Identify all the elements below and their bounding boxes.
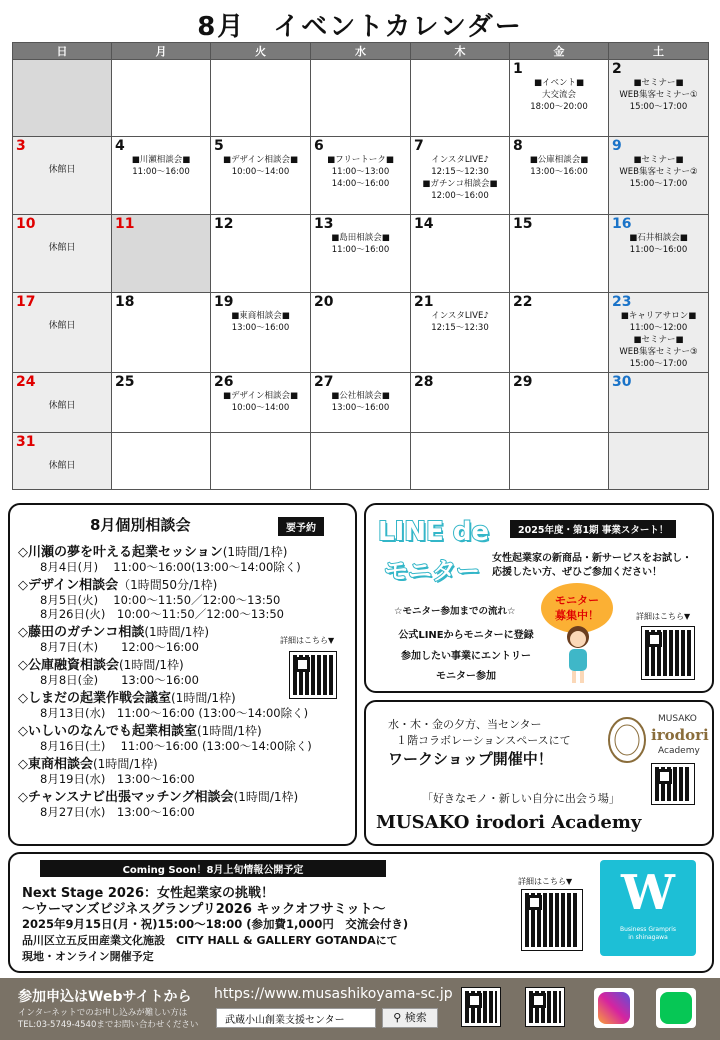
consultation-title: 8月個別相談会 xyxy=(90,516,191,534)
consultation-name: ◇公庫融資相談会 xyxy=(18,658,119,673)
day-23: 23 ■キャリアサロン■ 11:00～12:00 ■セミナー■ WEB集客セミナー③ 15:00～17:00 xyxy=(609,293,709,373)
day-events xyxy=(214,310,307,334)
day-events xyxy=(513,77,605,113)
weekday-mon: 月 xyxy=(112,43,211,60)
qr-label: 詳細はこちら▼ xyxy=(280,636,335,645)
consultation-date: 8月7日(木) 12:00～16:00 xyxy=(40,640,199,654)
event-line: ■ガチンコ相談会■ xyxy=(422,179,498,189)
event-date: 2025年9月15日(月・祝)15:00～18:00 (参加費1,000円 交流会付き) xyxy=(22,917,409,931)
event-venue: 品川区立五反田産業文化施設 CITY HALL & GALLERY GOTANDAにて xyxy=(22,934,398,947)
line-desc-2: 応援したい方、ぜひご参加ください！ xyxy=(492,567,662,578)
day-11: 11 xyxy=(112,215,211,293)
event-line: ■公社相談会■ xyxy=(331,391,390,401)
event-line: 12:00～16:00 xyxy=(431,191,489,201)
mascot-icon xyxy=(560,623,596,685)
event-line: ■東商相談会■ xyxy=(231,311,290,321)
day-8: 8 ■公庫相談会■ 13:00～16:00 xyxy=(510,137,609,215)
consultation-slot: (1時間/1枠) xyxy=(93,757,158,771)
site-url[interactable]: https://www.musashikoyama-sc.jp xyxy=(214,986,453,1002)
day-empty xyxy=(112,433,211,490)
event-calendar xyxy=(12,42,709,490)
event-line: WEB集客セミナー① xyxy=(619,90,698,100)
day-30: 30 xyxy=(609,373,709,433)
event-line: ■フリートーク■ xyxy=(327,155,394,165)
consultation-date: 8月13日(水) 11:00～16:00 (13:00～14:00除く) xyxy=(40,706,309,720)
event-line: 15:00～17:00 xyxy=(629,359,688,369)
day-7: 7 インスタLIVE♪ 12:15～12:30 ■ガチンコ相談会■ 12:00～16:00 xyxy=(411,137,510,215)
day-empty xyxy=(112,60,211,137)
consultation-item xyxy=(18,720,353,739)
consultation-slot: (1時間/1枠) xyxy=(144,625,210,639)
consultation-date: 8月16日(土) 11:00～16:00 (13:00～14:00除く) xyxy=(40,739,312,753)
day-events xyxy=(314,390,407,414)
workshop-headline: ワークショップ開催中！ xyxy=(388,750,553,768)
week-row xyxy=(13,373,709,433)
apply-sub-1: インターネットでのお申し込みが難しい方は xyxy=(18,1008,188,1018)
flow-step: 参加したい事業にエントリー xyxy=(401,651,531,662)
line-desc-1: 女性起業家の新商品・新サービスをお試し・ xyxy=(492,553,692,564)
consultation-slot: (1時間/1枠) xyxy=(119,658,184,672)
day-4: 4 ■川瀬相談会■ 11:00～16:00 xyxy=(112,137,211,215)
search-input[interactable] xyxy=(216,1008,376,1028)
event-line: ■デザイン相談会■ xyxy=(223,391,298,401)
season-badge: 2025年度・第1期 事業スタート！ xyxy=(510,520,676,538)
weekday-thu: 木 xyxy=(411,43,510,60)
consultation-name: ◇いしいのなんでも起業相談室 xyxy=(18,724,197,739)
search-button[interactable]: ⚲ 検索 xyxy=(382,1008,438,1028)
day-3: 3 休館日 xyxy=(13,137,112,215)
apply-text: 参加申込はWebサイトから xyxy=(18,989,192,1005)
day-events xyxy=(612,232,705,256)
closed-label: 休館日 xyxy=(48,401,76,411)
day-empty xyxy=(311,433,411,490)
event-line: WEB集客セミナー② xyxy=(619,167,698,177)
line-app-icon[interactable] xyxy=(656,988,696,1028)
weekday-wed: 水 xyxy=(311,43,411,60)
consultation-name: ◇藤田のガチンコ相談 xyxy=(18,625,145,640)
day-9: 9 ■セミナー■ WEB集客セミナー② 15:00～17:00 xyxy=(609,137,709,215)
event-line: ■セミナー■ xyxy=(633,78,684,88)
event-line: 大交流会 xyxy=(541,90,576,100)
flow-title: ☆モニター参加までの流れ☆ xyxy=(394,606,516,617)
week-row xyxy=(13,60,709,137)
instagram-icon[interactable] xyxy=(594,988,634,1028)
consultation-slot: (1時間/1枠) xyxy=(233,790,299,804)
event-line: 15:00～17:00 xyxy=(629,102,688,112)
day-events xyxy=(414,154,506,202)
day-12: 12 xyxy=(211,215,311,293)
event-line: ■石井相談会■ xyxy=(629,233,688,243)
qr-code-icon[interactable] xyxy=(526,988,564,1026)
week-row xyxy=(13,137,709,215)
weekday-sat: 土 xyxy=(609,43,709,60)
closed-label: 休館日 xyxy=(48,321,76,331)
irodori-line-1: 水・木・金の夕方、当センター xyxy=(388,718,542,731)
event-line: 11:00～12:00 xyxy=(629,323,688,333)
irodori-box xyxy=(364,700,714,846)
consultation-name: ◇デザイン相談会 xyxy=(18,578,119,593)
day-21: 21 インスタLIVE♪ 12:15～12:30 xyxy=(411,293,510,373)
day-26: 26 ■デザイン相談会■ 10:00～14:00 xyxy=(211,373,311,433)
event-title: Next Stage 2026：女性起業家の挑戦！ xyxy=(22,886,275,901)
weekday-sun: 日 xyxy=(13,43,112,60)
day-19: 19 ■東商相談会■ 13:00～16:00 xyxy=(211,293,311,373)
event-line: 10:00～14:00 xyxy=(231,167,290,177)
flow-steps xyxy=(386,625,546,687)
line-logo-1: LINE de xyxy=(378,517,490,547)
weekday-tue: 火 xyxy=(211,43,311,60)
event-line: ■セミナー■ xyxy=(633,335,684,345)
apply-sub-2: TEL:03-5749-4540までお問い合わせください xyxy=(18,1020,199,1030)
event-line: 18:00～20:00 xyxy=(530,102,588,112)
day-empty xyxy=(510,433,609,490)
day-5: 5 ■デザイン相談会■ 10:00～14:00 xyxy=(211,137,311,215)
day-13: 13 ■島田相談会■ 11:00～16:00 xyxy=(311,215,411,293)
irodori-emblem-icon xyxy=(604,710,650,766)
consultation-date: 8月26日(火) 10:00～11:50／12:00～13:50 xyxy=(40,607,284,621)
day-events xyxy=(414,310,506,334)
qr-code-icon[interactable] xyxy=(290,652,336,698)
next-stage-box xyxy=(8,852,714,973)
consultation-slot: （1時間50分/1枠) xyxy=(118,578,218,592)
event-line: 13:00～16:00 xyxy=(331,403,390,413)
day-20: 20 xyxy=(311,293,411,373)
line-monitor-box xyxy=(364,503,714,693)
qr-label: 詳細はこちら▼ xyxy=(636,612,691,621)
day-events xyxy=(115,154,207,178)
event-line: 13:00～16:00 xyxy=(530,167,588,177)
irodori-tagline: 「好きなモノ・新しい自分に出会う場」 xyxy=(422,792,620,805)
qr-label: 詳細はこちら▼ xyxy=(518,877,573,886)
consultation-name: ◇しまだの起業作戦会議室 xyxy=(18,691,171,706)
day-27: 27 ■公社相談会■ 13:00～16:00 xyxy=(311,373,411,433)
day-18: 18 xyxy=(112,293,211,373)
day-events xyxy=(314,154,407,190)
event-line: ■キャリアサロン■ xyxy=(620,311,697,321)
week-row xyxy=(13,433,709,490)
consultation-date: 8月5日(火) 10:00～11:50／12:00～13:50 xyxy=(40,593,281,607)
day-empty xyxy=(211,60,311,137)
consultation-slot: (1時間/1枠) xyxy=(197,724,262,738)
day-24: 24 休館日 xyxy=(13,373,112,433)
qr-code-icon[interactable] xyxy=(642,627,694,679)
grandprix-logo: W Business Grampris in shinagawa xyxy=(600,860,696,956)
event-line: 15:00～17:00 xyxy=(629,179,688,189)
qr-code-icon[interactable] xyxy=(462,988,500,1026)
consultation-name: ◇川瀬の夢を叶える起業セッション xyxy=(18,545,223,560)
closed-label: 休館日 xyxy=(48,461,76,471)
event-line: ■デザイン相談会■ xyxy=(223,155,298,165)
day-25: 25 xyxy=(112,373,211,433)
day-15: 15 xyxy=(510,215,609,293)
consultation-slot: (1時間/1枠) xyxy=(171,691,236,705)
week-row xyxy=(13,215,709,293)
event-format: 現地・オンライン開催予定 xyxy=(22,950,154,963)
day-empty xyxy=(411,433,510,490)
logo-irodori: irodori xyxy=(651,726,709,744)
day-empty xyxy=(411,60,510,137)
coming-soon-banner: Coming Soon！8月上旬情報公開予定 xyxy=(40,860,386,877)
event-line: ■島田相談会■ xyxy=(331,233,390,243)
consultation-date: 8月8日(金) 13:00～16:00 xyxy=(40,673,199,687)
weekday-fri: 金 xyxy=(510,43,609,60)
event-line: ■公庫相談会■ xyxy=(529,155,589,165)
day-events xyxy=(214,154,307,178)
day-22: 22 xyxy=(510,293,609,373)
day-28: 28 xyxy=(411,373,510,433)
day-events xyxy=(612,77,705,113)
line-logo-2: モニター xyxy=(384,557,480,585)
day-events xyxy=(513,154,605,178)
qr-code-icon[interactable] xyxy=(522,890,582,950)
day-empty xyxy=(311,60,411,137)
week-row xyxy=(13,293,709,373)
weekday-header xyxy=(13,43,709,60)
event-line: 11:00～13:00 xyxy=(331,167,390,177)
day-1: 1 ■イベント■ 大交流会 18:00～20:00 xyxy=(510,60,609,137)
qr-code-icon[interactable] xyxy=(652,764,694,804)
consultation-date: 8月27日(水) 13:00～16:00 xyxy=(40,805,195,819)
event-line: 12:15～12:30 xyxy=(431,323,489,333)
day-events xyxy=(612,154,705,190)
irodori-name: MUSAKO irodori Academy xyxy=(376,812,642,833)
day-events xyxy=(612,310,705,370)
consultation-name: ◇チャンスナビ出張マッチング相談会 xyxy=(18,790,234,805)
logo-musako: MUSAKO xyxy=(658,714,697,724)
event-line: 13:00～16:00 xyxy=(231,323,290,333)
event-line: 12:15～12:30 xyxy=(431,167,489,177)
event-subtitle: ～ウーマンズビジネスグランプリ2026 キックオフサミット～ xyxy=(22,902,386,917)
consultation-date: 8月19日(水) 13:00～16:00 xyxy=(40,772,195,786)
consultation-item xyxy=(18,541,353,560)
recruiting-bubble: モニター 募集中！ xyxy=(541,583,613,633)
consultation-slot: (1時間/1枠) xyxy=(222,545,288,559)
consultation-item xyxy=(18,786,353,805)
day-29: 29 xyxy=(510,373,609,433)
day-14: 14 xyxy=(411,215,510,293)
event-line: ■セミナー■ xyxy=(633,155,684,165)
consultation-box xyxy=(8,503,357,846)
event-line: ■川瀬相談会■ xyxy=(131,155,191,165)
day-16: 16 ■石井相談会■ 11:00～16:00 xyxy=(609,215,709,293)
day-10: 10 休館日 xyxy=(13,215,112,293)
day-2: 2 ■セミナー■ WEB集客セミナー① 15:00～17:00 xyxy=(609,60,709,137)
event-line: 11:00～16:00 xyxy=(331,245,390,255)
event-line: 11:00～16:00 xyxy=(629,245,688,255)
day-empty xyxy=(609,433,709,490)
event-line: ■イベント■ xyxy=(533,78,585,88)
reservation-badge: 要予約 xyxy=(278,517,324,536)
day-6: 6 ■フリートーク■ 11:00～13:00 14:00～16:00 xyxy=(311,137,411,215)
flow-step: 公式LINEからモニターに登録 xyxy=(398,630,534,641)
event-line: 14:00～16:00 xyxy=(331,179,390,189)
event-line: 10:00～14:00 xyxy=(231,403,290,413)
day-empty xyxy=(211,433,311,490)
w-logo-icon: W xyxy=(621,865,675,921)
consultation-item xyxy=(18,753,353,772)
logo-academy: Academy xyxy=(658,746,700,756)
closed-label: 休館日 xyxy=(48,165,76,175)
event-line: インスタLIVE♪ xyxy=(431,155,489,165)
page-title: 8月 イベントカレンダー xyxy=(197,12,523,42)
event-line: 11:00～16:00 xyxy=(132,167,190,177)
day-events xyxy=(314,232,407,256)
day-events xyxy=(214,390,307,414)
day-empty xyxy=(13,60,112,137)
event-line: インスタLIVE♪ xyxy=(431,311,489,321)
consultation-date: 8月4日(月) 11:00～16:00(13:00～14:00除く) xyxy=(40,560,301,574)
flow-step: モニター参加 xyxy=(436,671,496,682)
search-icon: ⚲ xyxy=(393,1011,402,1024)
closed-label: 休館日 xyxy=(48,243,76,253)
irodori-line-2: １階コラボレーションスペースにて xyxy=(396,734,571,747)
footer xyxy=(0,978,720,1040)
day-17: 17 休館日 xyxy=(13,293,112,373)
event-line: WEB集客セミナー③ xyxy=(619,347,698,357)
consultation-item xyxy=(18,574,353,593)
day-31: 31 休館日 xyxy=(13,433,112,490)
consultation-name: ◇東商相談会 xyxy=(18,757,93,772)
